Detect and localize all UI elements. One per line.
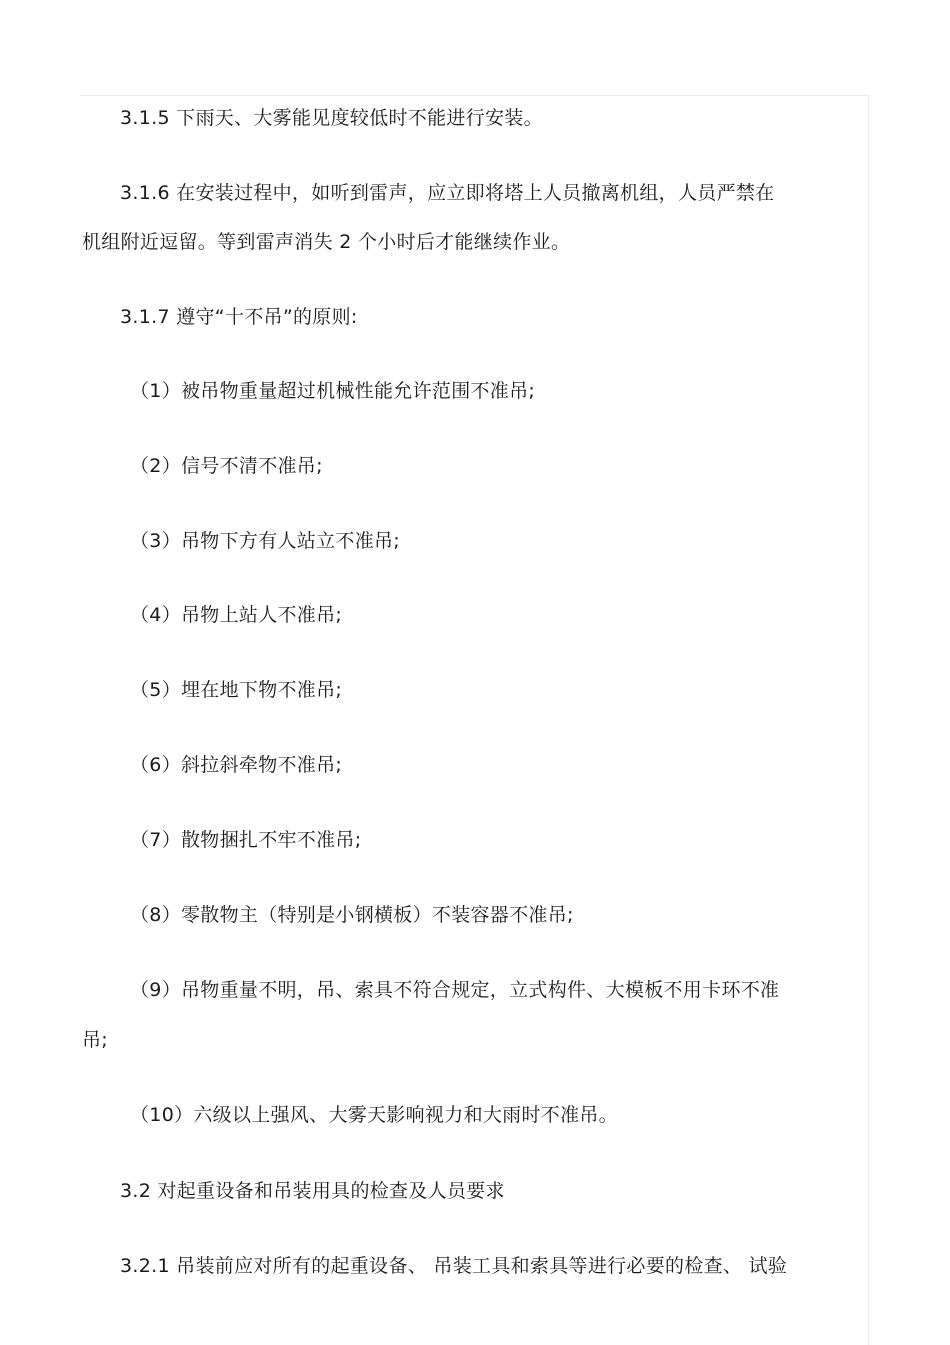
list-item-8: （8）零散物主（特别是小钢横板）不装容器不准吊; [130, 904, 574, 926]
list-item-9-line-2: 吊; [82, 1029, 109, 1051]
list-item-7: （7）散物捆扎不牢不准吊; [130, 829, 362, 851]
paragraph-3-1-5: 3.1.5 下雨天、大雾能见度较低时不能进行安装。 [120, 107, 543, 129]
list-item-3: （3）吊物下方有人站立不准吊; [130, 530, 400, 552]
paragraph-3-1-6-line-1: 3.1.6 在安装过程中，如听到雷声，应立即将塔上人员撤离机组，人员严禁在 [120, 182, 775, 204]
list-item-4: （4）吊物上站人不准吊; [130, 604, 343, 626]
list-item-5: （5）埋在地下物不准吊; [130, 679, 343, 701]
section-3-2-heading: 3.2 对起重设备和吊装用具的检查及人员要求 [120, 1180, 505, 1202]
paragraph-3-2-1: 3.2.1 吊装前应对所有的起重设备、 吊装工具和索具等进行必要的检查、 试验 [120, 1255, 788, 1277]
list-item-2: （2）信号不清不准吊; [130, 455, 323, 477]
list-item-10: （10）六级以上强风、大雾天影响视力和大雨时不准吊。 [130, 1104, 618, 1126]
list-item-6: （6）斜拉斜牵物不准吊; [130, 754, 343, 776]
list-item-1: （1）被吊物重量超过机械性能允许范围不准吊; [130, 380, 536, 402]
page-frame [80, 95, 869, 1345]
paragraph-3-1-6-line-2: 机组附近逗留。等到雷声消失 2 个小时后才能继续作业。 [82, 231, 571, 253]
paragraph-3-1-7: 3.1.7 遵守“十不吊”的原则: [120, 306, 358, 328]
list-item-9-line-1: （9）吊物重量不明，吊、索具不符合规定，立式构件、大模板不用卡环不准 [130, 979, 780, 1001]
